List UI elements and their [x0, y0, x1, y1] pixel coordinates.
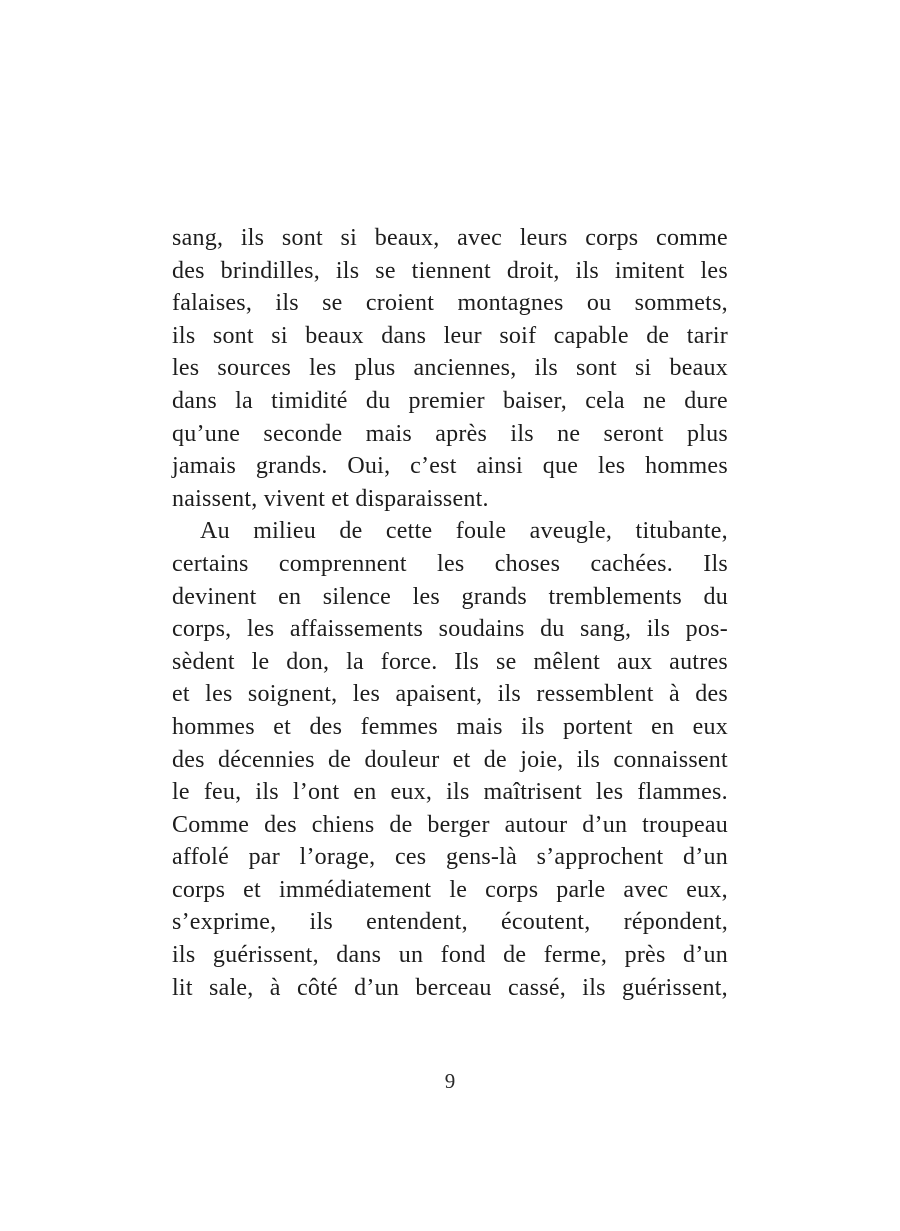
word: un	[398, 942, 424, 969]
word: la	[235, 387, 253, 414]
word: timidité	[271, 387, 348, 414]
word: montagnes	[457, 290, 564, 317]
word: ils	[335, 257, 360, 284]
word: Oui,	[347, 453, 391, 480]
text-line: naissent, vivent et disparaissent.	[172, 485, 489, 512]
word: s’exprime,	[172, 909, 277, 936]
word: seront	[603, 420, 664, 447]
word: ils	[309, 909, 333, 936]
word: les	[172, 355, 200, 382]
word: plus	[686, 420, 728, 447]
word: premier	[408, 387, 485, 414]
paragraph	[172, 222, 728, 515]
word: l’ont	[292, 779, 340, 806]
text-line	[172, 744, 728, 777]
page-number: 9	[444, 1069, 456, 1093]
word: guérissent,	[212, 942, 319, 969]
word: plus	[354, 355, 396, 382]
word: certains	[172, 550, 249, 577]
word: capable	[553, 322, 629, 349]
word: de	[503, 942, 527, 969]
word: la	[346, 648, 364, 675]
word: aveugle,	[529, 518, 613, 545]
word: ils	[446, 779, 470, 806]
word: milieu	[253, 518, 316, 545]
word: corps	[485, 876, 539, 903]
word: connaissent	[613, 746, 728, 773]
word: grands	[461, 583, 527, 610]
word: cela	[585, 387, 625, 414]
text-line	[172, 809, 728, 842]
word: mais	[456, 713, 503, 740]
word: silence	[322, 583, 392, 610]
word: soignent,	[247, 681, 338, 708]
word: immédiatement	[278, 876, 432, 903]
word: grands.	[255, 453, 328, 480]
word: eux	[692, 713, 728, 740]
word: du	[540, 616, 565, 643]
word: ils	[521, 713, 545, 740]
word: de	[646, 322, 670, 349]
text-line	[172, 841, 728, 874]
word: de	[483, 746, 507, 773]
word: corps,	[172, 616, 232, 643]
word: des	[172, 746, 205, 773]
word: flammes.	[637, 779, 728, 806]
word: sang,	[580, 616, 632, 643]
word: feu,	[203, 779, 242, 806]
word: titubante,	[635, 518, 728, 545]
text-line	[172, 646, 728, 679]
word: corps	[172, 876, 226, 903]
word: tiennent	[411, 257, 491, 284]
word: brindilles,	[220, 257, 320, 284]
word: ces	[395, 844, 427, 871]
word: cette	[385, 518, 433, 545]
word: don,	[286, 648, 330, 675]
word: apaisent,	[395, 681, 483, 708]
word: de	[339, 518, 363, 545]
page-text-block	[172, 222, 728, 1004]
word: et	[273, 713, 292, 740]
word: en	[651, 713, 675, 740]
word: seconde	[263, 420, 343, 447]
word: avec	[457, 225, 503, 251]
text-line	[172, 874, 728, 907]
word: qu’une	[172, 420, 241, 447]
word: devinent	[172, 583, 257, 610]
word: ainsi	[476, 453, 523, 480]
word: près	[624, 942, 666, 969]
word: si	[634, 355, 652, 382]
word: maîtrisent	[483, 779, 582, 806]
word: les	[309, 355, 337, 382]
word: joie,	[520, 746, 564, 773]
word: les	[597, 453, 626, 480]
text-line	[172, 548, 728, 581]
word: ils	[576, 746, 601, 773]
word: mêlent	[533, 648, 601, 675]
word: jamais	[172, 453, 237, 480]
text-line	[172, 222, 728, 255]
text-line	[172, 418, 728, 451]
word: affaissements	[289, 616, 424, 643]
word: ne	[642, 387, 667, 414]
text-line	[172, 515, 728, 548]
word: décennies	[217, 746, 315, 773]
word: avec	[623, 876, 669, 903]
word: sale,	[209, 974, 254, 1001]
word: choses	[494, 550, 561, 577]
word: portent	[562, 713, 633, 740]
text-line	[172, 352, 728, 385]
word: sèdent	[172, 648, 235, 675]
word: berceau	[415, 974, 492, 1001]
text-line	[172, 581, 728, 614]
word: des	[264, 811, 297, 838]
word: eux,	[390, 779, 433, 806]
word: ils	[240, 225, 265, 251]
word: cachées.	[590, 550, 673, 577]
word: des	[309, 713, 343, 740]
word: les	[352, 681, 381, 708]
word: sont	[212, 322, 254, 349]
word: d’un	[354, 974, 400, 1001]
text-line	[172, 385, 728, 418]
word: tarir	[686, 322, 728, 349]
word: sources	[217, 355, 292, 382]
word: sont	[281, 225, 323, 251]
word: mais	[365, 420, 412, 447]
word: lit	[172, 974, 193, 1001]
word: écoutent,	[501, 909, 591, 936]
word: d’un	[582, 811, 628, 838]
word: dans	[336, 942, 382, 969]
word: force.	[380, 648, 438, 675]
word: ils	[582, 974, 606, 1001]
word: si	[271, 322, 288, 349]
word: chiens	[311, 811, 375, 838]
word: guérissent,	[621, 974, 728, 1001]
word: Ils	[703, 550, 728, 577]
word: en	[278, 583, 302, 610]
word: eux,	[686, 876, 728, 903]
word: les	[437, 550, 465, 577]
word: ils	[497, 681, 522, 708]
text-line	[172, 255, 728, 288]
word: le	[172, 779, 190, 806]
word: s’approchent	[536, 844, 664, 871]
text-line	[172, 776, 728, 809]
word: falaises,	[172, 290, 253, 317]
word: de	[389, 811, 413, 838]
word: des	[695, 681, 728, 708]
word: répondent,	[623, 909, 728, 936]
word: les	[412, 583, 440, 610]
word: gens-là	[445, 844, 517, 871]
word: croient	[365, 290, 435, 317]
word: le	[251, 648, 270, 675]
word: fond	[440, 942, 486, 969]
text-line	[172, 906, 728, 939]
word: autour	[504, 811, 568, 838]
word: après	[435, 420, 488, 447]
word: Comme	[172, 811, 250, 838]
word: hommes	[645, 453, 728, 480]
word: beaux	[669, 355, 728, 382]
word: les	[595, 779, 624, 806]
word: cassé,	[507, 974, 567, 1001]
text-line	[172, 711, 728, 744]
word: que	[542, 453, 579, 480]
word: à	[269, 974, 281, 1001]
word: dure	[684, 387, 728, 414]
word: sang,	[172, 225, 224, 251]
word: se	[375, 257, 396, 284]
word: parle	[556, 876, 606, 903]
word: dans	[172, 387, 217, 414]
paragraph	[172, 515, 728, 1004]
text-line	[172, 972, 728, 1005]
word: sont	[575, 355, 617, 382]
word: troupeau	[642, 811, 728, 838]
word: ferme,	[543, 942, 608, 969]
word: berger	[427, 811, 490, 838]
word: et	[452, 746, 471, 773]
word: se	[495, 648, 517, 675]
word: si	[340, 225, 358, 251]
word: ils	[646, 616, 671, 643]
text-line	[172, 287, 728, 320]
text-line	[172, 939, 728, 972]
word: dans	[381, 322, 427, 349]
word: Au	[200, 518, 230, 545]
word: comme	[656, 225, 728, 251]
word: ne	[557, 420, 581, 447]
word: sommets,	[634, 290, 728, 317]
word: leur	[443, 322, 482, 349]
word: les	[205, 681, 233, 708]
text-line	[172, 450, 728, 483]
word: ils	[255, 779, 279, 806]
text-line	[172, 678, 728, 711]
word: pos-	[685, 616, 728, 643]
word: Ils	[454, 648, 480, 675]
word: foule	[455, 518, 507, 545]
word: aux	[616, 648, 653, 675]
word: d’un	[683, 942, 728, 969]
word: imitent	[614, 257, 685, 284]
word: en	[353, 779, 377, 806]
word: soif	[499, 322, 537, 349]
word: côté	[296, 974, 338, 1001]
word: ils	[510, 420, 534, 447]
word: ou	[586, 290, 612, 317]
word: ils	[172, 942, 196, 969]
word: du	[365, 387, 391, 414]
word: le	[449, 876, 468, 903]
word: soudains	[438, 616, 525, 643]
text-line	[172, 613, 728, 646]
word: des	[172, 257, 205, 284]
word: entendent,	[366, 909, 468, 936]
word: baiser,	[503, 387, 568, 414]
word: et	[243, 876, 261, 903]
word: hommes	[172, 713, 255, 740]
word: c’est	[410, 453, 457, 480]
word: autres	[669, 648, 728, 675]
word: droit,	[506, 257, 560, 284]
word: et	[172, 681, 190, 708]
word: corps	[585, 225, 639, 251]
word: douleur	[364, 746, 440, 773]
word: se	[322, 290, 343, 317]
word: femmes	[360, 713, 438, 740]
word: ils	[534, 355, 558, 382]
word: les	[246, 616, 275, 643]
text-line	[172, 320, 728, 353]
word: anciennes,	[413, 355, 517, 382]
word: par	[248, 844, 280, 871]
word: tremblements	[548, 583, 682, 610]
word: beaux	[305, 322, 364, 349]
word: leurs	[519, 225, 568, 251]
word: d’un	[683, 844, 728, 871]
word: ressemblent	[536, 681, 654, 708]
word: ils	[172, 322, 196, 349]
word: à	[668, 681, 680, 708]
word: affolé	[172, 844, 229, 871]
word: ils	[575, 257, 599, 284]
word: comprennent	[278, 550, 407, 577]
word: de	[328, 746, 352, 773]
word: les	[700, 257, 728, 284]
word: du	[703, 583, 728, 610]
word: beaux,	[374, 225, 440, 251]
word: l’orage,	[299, 844, 376, 871]
word: ils	[275, 290, 299, 317]
